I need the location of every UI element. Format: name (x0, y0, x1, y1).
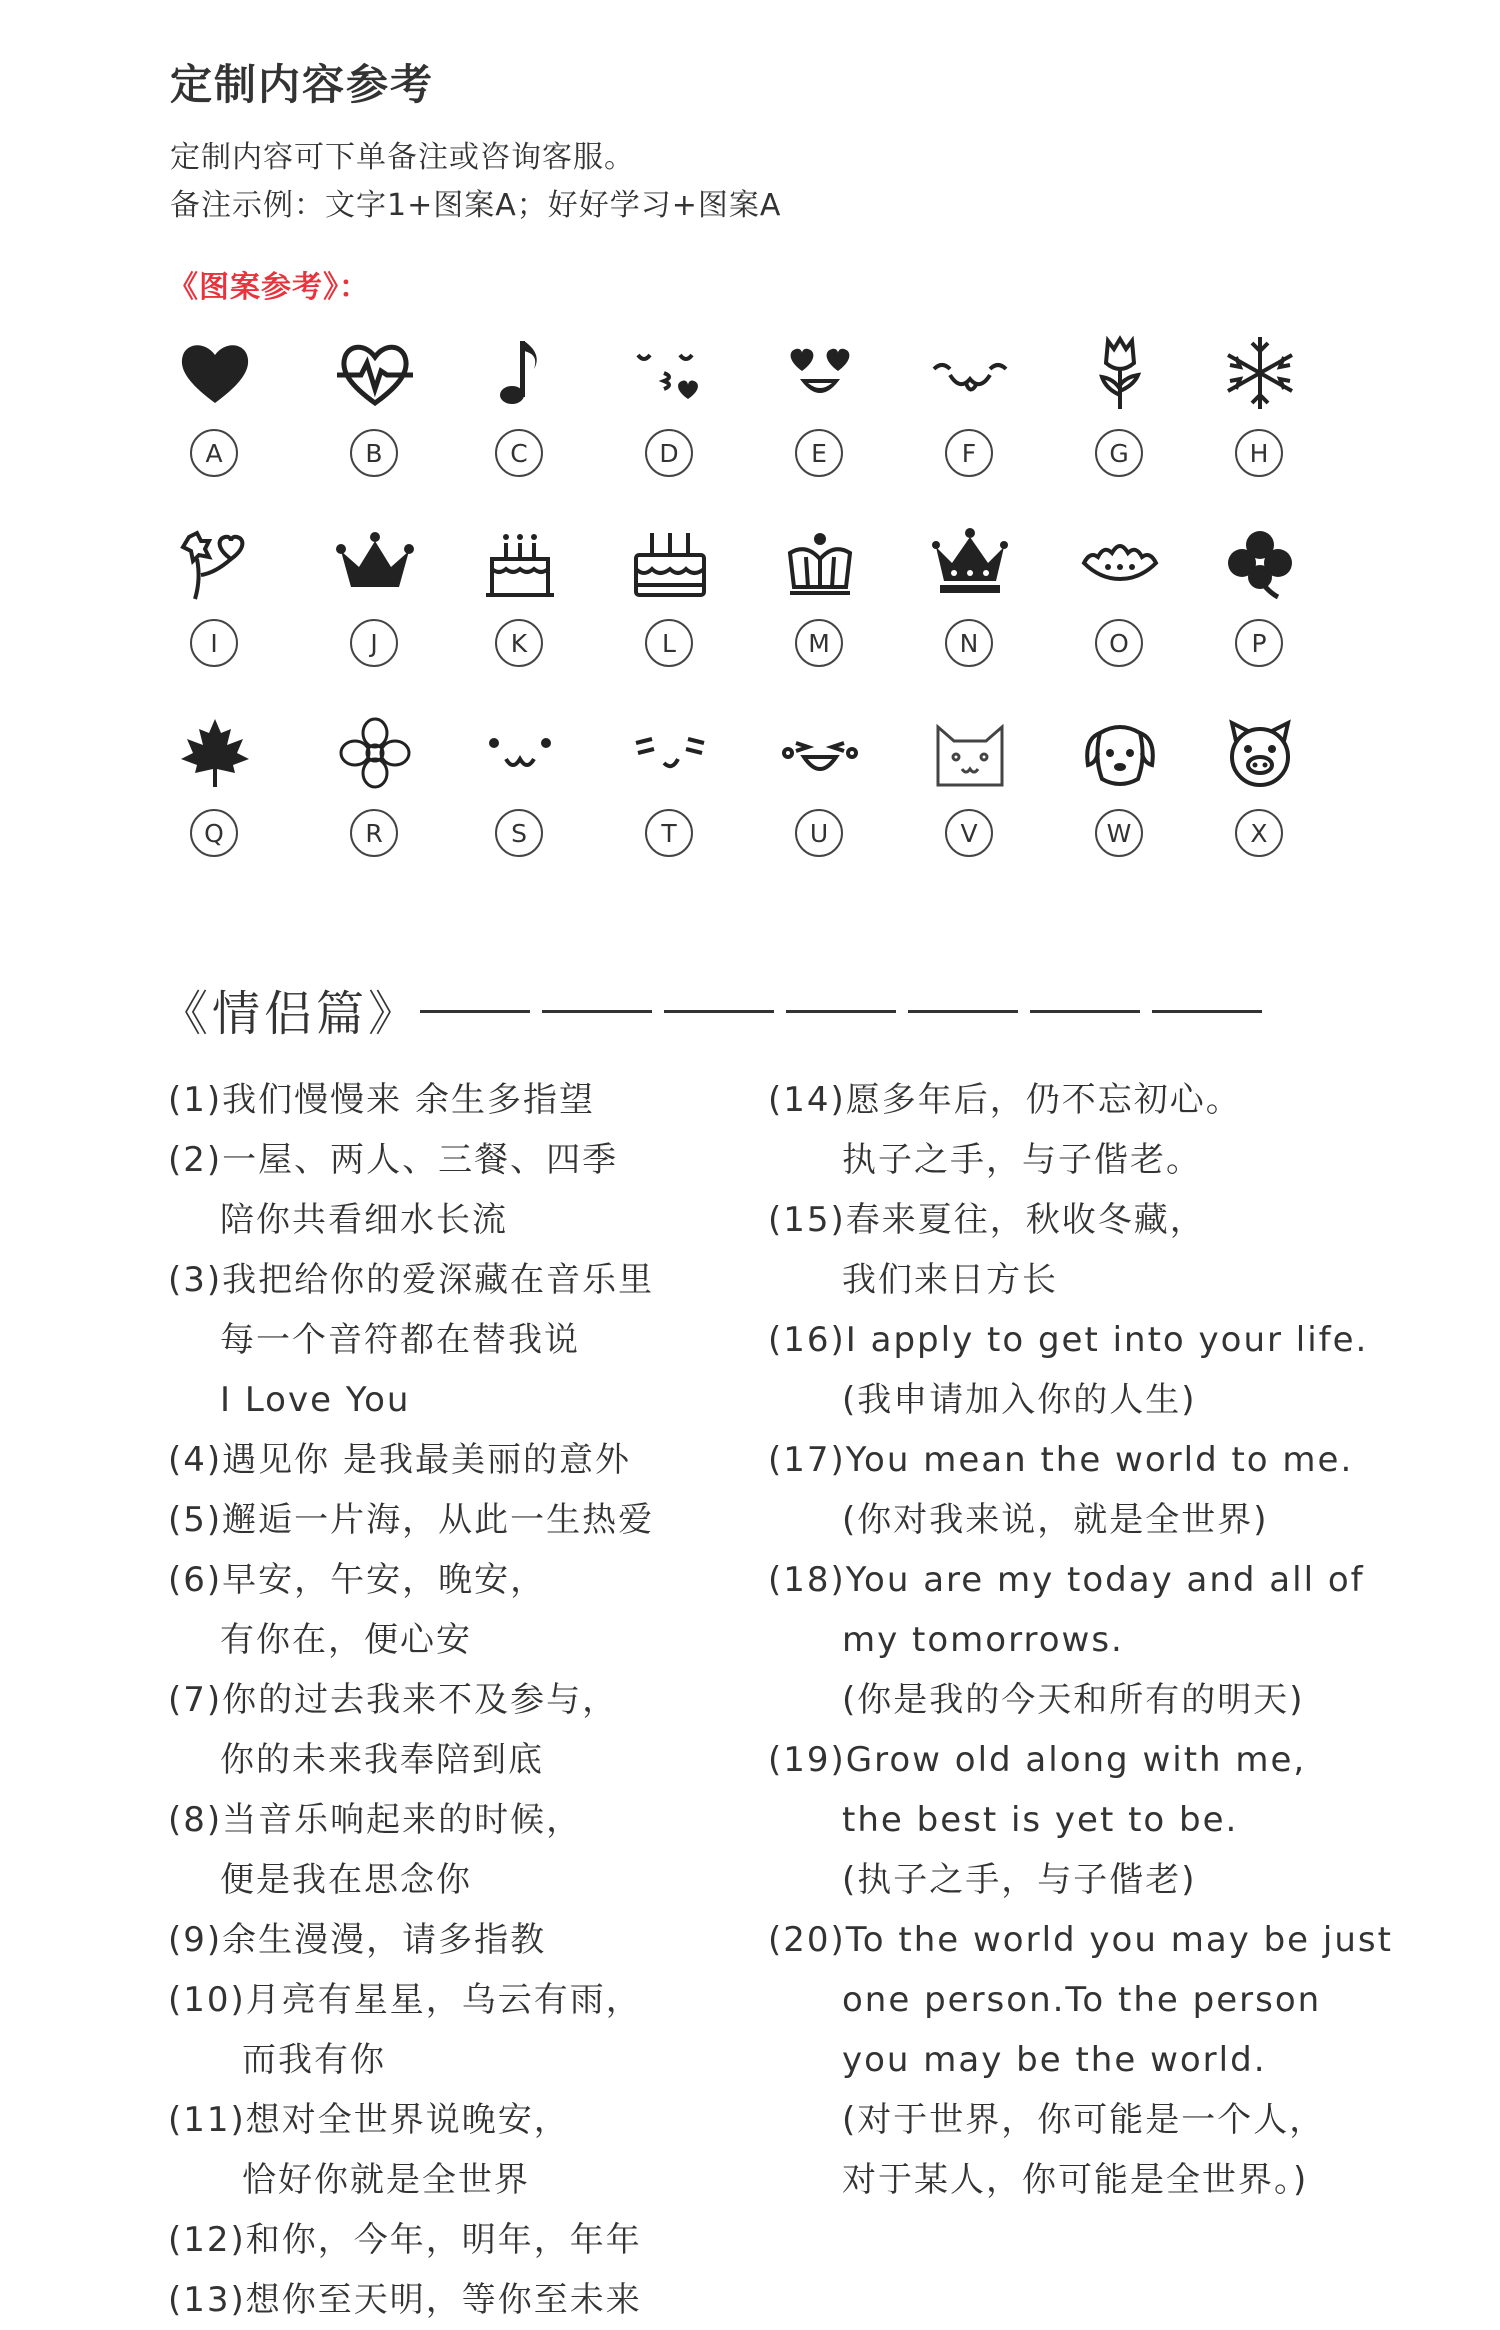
pattern-u (765, 708, 875, 868)
pattern-n (915, 518, 1025, 678)
maple-leaf-icon (175, 713, 255, 793)
smile-face-icon (930, 333, 1010, 413)
phrase-item (768, 1310, 1408, 1430)
phrase-item (168, 2090, 758, 2210)
phrase-line-continued: I Love You (220, 1380, 411, 1420)
phrase-number: (17) (768, 1440, 846, 1480)
phrase-line-first (768, 1070, 1408, 1130)
pattern-letter: E (795, 429, 843, 477)
pattern-letter: T (645, 809, 693, 857)
phrase-line-first (168, 2270, 758, 2330)
phrase-line-continued: (执子之手，与子偕老) (842, 1860, 1197, 1900)
royal-crown-icon (780, 523, 860, 603)
phrase-text: 想对全世界说晚安， (245, 2100, 570, 2140)
dog-face-icon (1080, 713, 1160, 793)
phrase-text: 你的过去我来不及参与， (222, 1680, 619, 1720)
pattern-letter: R (350, 809, 398, 857)
pattern-e (765, 328, 875, 488)
balloons-icon (175, 523, 255, 603)
pattern-reference-label: 《图案参考》： (168, 270, 370, 305)
phrase-text: You mean the world to me. (845, 1440, 1354, 1480)
phrase-number: (5) (168, 1500, 223, 1540)
pattern-l (615, 518, 725, 678)
phrase-number: (13) (168, 2280, 246, 2320)
phrase-line-continued: 恰好你就是全世界 (242, 2160, 530, 2200)
sly-face-icon (630, 713, 710, 793)
pattern-row-2 (160, 518, 1340, 708)
phrase-text: 当音乐响起来的时候， (222, 1800, 583, 1840)
phrase-text: 一屋、两人、三餐、四季 (222, 1140, 619, 1180)
phrase-line-continued: you may be the world. (842, 2040, 1267, 2080)
pig-face-icon (1220, 713, 1300, 793)
phrase-item (768, 1730, 1408, 1910)
pattern-letter: A (190, 429, 238, 477)
phrase-line-first (168, 1910, 758, 1970)
pattern-letter: C (495, 429, 543, 477)
phrase-list-left (168, 1070, 758, 2330)
crown-jeweled-icon (930, 523, 1010, 603)
flower-outline-icon (335, 713, 415, 793)
phrase-item (168, 1130, 758, 1250)
phrase-text: 遇见你 是我最美丽的意外 (222, 1440, 631, 1480)
phrase-text: 和你，今年，明年，年年 (245, 2220, 642, 2260)
phrase-line-first (168, 1430, 758, 1490)
phrase-number: (2) (168, 1140, 223, 1180)
phrase-text: 月亮有星星，乌云有雨， (245, 1980, 642, 2020)
phrase-text: Grow old along with me, (845, 1740, 1307, 1780)
pattern-letter: H (1235, 429, 1283, 477)
phrase-line-continued: (你是我的今天和所有的明天) (842, 1680, 1305, 1720)
heartbeat-icon (335, 333, 415, 413)
phrase-line-first (168, 1550, 758, 1610)
page-title: 定制内容参考 (170, 60, 435, 109)
phrase-line-continued: one person.To the person (842, 1980, 1322, 2020)
phrase-line-first (168, 2090, 758, 2150)
phrase-number: (4) (168, 1440, 223, 1480)
phrase-item (168, 1430, 758, 1490)
phrase-item (768, 1430, 1408, 1550)
phrase-item (168, 1070, 758, 1130)
phrase-text: 我们慢慢来 余生多指望 (222, 1080, 595, 1120)
pattern-letter: O (1095, 619, 1143, 667)
phrase-line-first (168, 1970, 758, 2030)
phrase-item (768, 1910, 1408, 2210)
phrase-line-first (768, 1190, 1408, 1250)
heart-eyes-face-icon (780, 333, 860, 413)
pattern-o (1065, 518, 1175, 678)
pattern-k (465, 518, 575, 678)
phrase-line-continued: the best is yet to be. (842, 1800, 1239, 1840)
phrase-item (168, 1250, 758, 1430)
phrase-line-continued: (我申请加入你的人生) (842, 1380, 1197, 1420)
cake-icon (480, 523, 560, 603)
heart-icon (175, 333, 255, 413)
phrase-number: (19) (768, 1740, 846, 1780)
pattern-letter: W (1095, 809, 1143, 857)
phrase-line-first (168, 1670, 758, 1730)
phrase-text: 早安，午安，晚安， (222, 1560, 547, 1600)
pattern-q (160, 708, 270, 868)
phrase-number: (15) (768, 1200, 846, 1240)
phrase-line-continued: 有你在，便心安 (220, 1620, 472, 1660)
phrase-line-continued: 每一个音符都在替我说 (220, 1320, 580, 1360)
phrase-text: To the world you may be just (845, 1920, 1393, 1960)
phrase-line-first (768, 1310, 1408, 1370)
phrase-line-continued: 对于某人，你可能是全世界。) (842, 2160, 1309, 2200)
clover-icon (1220, 523, 1300, 603)
pattern-h (1205, 328, 1315, 488)
pattern-letter: D (645, 429, 693, 477)
phrase-line-continued: my tomorrows. (842, 1620, 1124, 1660)
phrase-number: (10) (168, 1980, 246, 2020)
pattern-p (1205, 518, 1315, 678)
phrase-text: 邂逅一片海，从此一生热爱 (222, 1500, 655, 1540)
kiss-face-icon (630, 333, 710, 413)
phrase-item (168, 1550, 758, 1670)
pattern-d (615, 328, 725, 488)
phrase-item (768, 1070, 1408, 1190)
phrase-item (168, 1790, 758, 1910)
pattern-letter: V (945, 809, 993, 857)
pattern-b (320, 328, 430, 488)
phrase-line-first (768, 1910, 1408, 1970)
cute-face-icon (480, 713, 560, 793)
phrase-item (168, 1970, 758, 2090)
pattern-letter: L (645, 619, 693, 667)
pattern-letter: S (495, 809, 543, 857)
music-note-icon (480, 333, 560, 413)
pattern-letter: F (945, 429, 993, 477)
pattern-grid (160, 328, 1340, 898)
pattern-letter: B (350, 429, 398, 477)
pattern-c (465, 328, 575, 488)
phrase-line-first (168, 1250, 758, 1310)
pattern-row-1 (160, 328, 1340, 518)
pattern-letter: K (495, 619, 543, 667)
phrase-text: 愿多年后，仍不忘初心。 (845, 1080, 1242, 1120)
phrase-text: I apply to get into your life. (845, 1320, 1369, 1360)
rose-icon (1080, 333, 1160, 413)
pattern-j (320, 518, 430, 678)
phrase-line-continued: 我们来日方长 (842, 1260, 1058, 1300)
pattern-v (915, 708, 1025, 868)
phrase-item (768, 1190, 1408, 1310)
phrase-list-right (768, 1070, 1408, 2210)
pattern-letter: P (1235, 619, 1283, 667)
snowflake-icon (1220, 333, 1300, 413)
phrase-item (168, 1490, 758, 1550)
pattern-letter: X (1235, 809, 1283, 857)
instruction-line-1: 定制内容可下单备注或咨询客服。 (170, 140, 635, 175)
phrase-item (168, 2210, 758, 2270)
phrase-text: 想你至天明，等你至未来 (245, 2280, 642, 2320)
crown-solid-icon (335, 523, 415, 603)
pattern-letter: J (350, 619, 398, 667)
phrase-line-first (768, 1430, 1408, 1490)
phrase-item (168, 1670, 758, 1790)
pattern-t (615, 708, 725, 868)
pattern-letter: U (795, 809, 843, 857)
phrase-line-continued: 陪你共看细水长流 (220, 1200, 508, 1240)
tiara-icon (1080, 523, 1160, 603)
pattern-letter: I (190, 619, 238, 667)
pattern-a (160, 328, 270, 488)
phrase-number: (3) (168, 1260, 223, 1300)
phrase-line-first (168, 1070, 758, 1130)
pattern-w (1065, 708, 1175, 868)
pattern-m (765, 518, 875, 678)
pattern-i (160, 518, 270, 678)
cat-face-icon (930, 713, 1010, 793)
pattern-x (1205, 708, 1315, 868)
pattern-r (320, 708, 430, 868)
phrase-line-continued: (对于世界，你可能是一个人， (842, 2100, 1326, 2140)
phrase-number: (12) (168, 2220, 246, 2260)
phrase-line-continued: 你的未来我奉陪到底 (220, 1740, 544, 1780)
pattern-f (915, 328, 1025, 488)
instruction-line-2: 备注示例：文字1+图案A；好好学习+图案A (170, 188, 782, 223)
phrase-line-first (168, 1790, 758, 1850)
section-title: 《情侣篇》 (160, 986, 421, 1042)
laughing-face-icon (780, 713, 860, 793)
phrase-item (168, 2270, 758, 2330)
phrase-line-first (768, 1730, 1408, 1790)
phrase-text: 余生漫漫，请多指教 (222, 1920, 547, 1960)
cake-outline-icon (630, 523, 710, 603)
phrase-line-first (168, 1130, 758, 1190)
phrase-line-first (168, 1490, 758, 1550)
pattern-s (465, 708, 575, 868)
phrase-text: 春来夏往，秋收冬藏， (845, 1200, 1206, 1240)
phrase-line-continued: 执子之手，与子偕老。 (842, 1140, 1202, 1180)
phrase-item (768, 1550, 1408, 1730)
pattern-letter: N (945, 619, 993, 667)
phrase-item (168, 1910, 758, 1970)
phrase-number: (14) (768, 1080, 846, 1120)
phrase-text: 我把给你的爱深藏在音乐里 (222, 1260, 655, 1300)
phrase-line-first (168, 2210, 758, 2270)
phrase-number: (16) (768, 1320, 846, 1360)
pattern-letter: Q (190, 809, 238, 857)
pattern-letter: G (1095, 429, 1143, 477)
phrase-line-continued: 而我有你 (242, 2040, 386, 2080)
phrase-number: (9) (168, 1920, 223, 1960)
phrase-line-continued: 便是我在思念你 (220, 1860, 472, 1900)
phrase-line-continued: (你对我来说，就是全世界) (842, 1500, 1269, 1540)
pattern-row-3 (160, 708, 1340, 898)
phrase-number: (11) (168, 2100, 246, 2140)
phrase-number: (20) (768, 1920, 846, 1960)
pattern-letter: M (795, 619, 843, 667)
phrase-number: (1) (168, 1080, 223, 1120)
phrase-line-first (768, 1550, 1408, 1610)
pattern-g (1065, 328, 1175, 488)
phrase-text: You are my today and all of (845, 1560, 1365, 1600)
phrase-number: (6) (168, 1560, 223, 1600)
phrase-number: (18) (768, 1560, 846, 1600)
phrase-number: (7) (168, 1680, 223, 1720)
phrase-number: (8) (168, 1800, 223, 1840)
